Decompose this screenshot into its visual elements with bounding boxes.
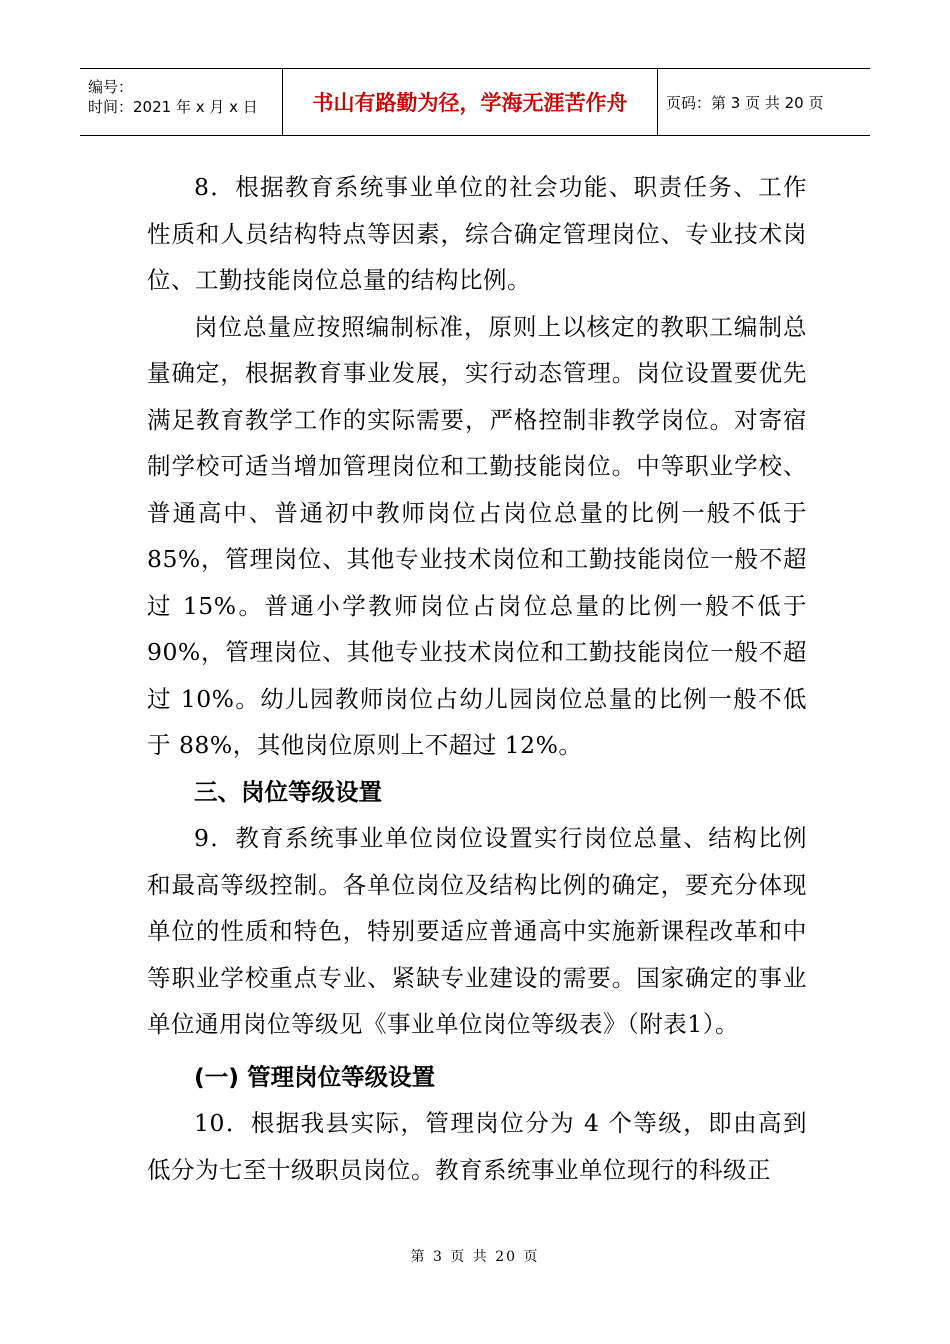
header-page-info: 页码：第 3 页 共 20 页	[666, 93, 824, 112]
paragraph-8: 8．根据教育系统事业单位的社会功能、职责任务、工作性质和人员结构特点等因素，综合确定管理岗位、专业技术岗位、工勤技能岗位总量的结构比例。	[147, 173, 807, 294]
header-motto: 书山有路勤为径，学海无涯苦作舟	[283, 69, 658, 135]
header-meta	[80, 69, 283, 135]
number-label: 编号：	[88, 78, 134, 96]
document-body	[147, 164, 807, 1193]
paragraph-post-total: 岗位总量应按照编制标准，原则上以核定的教职工编制总量确定，根据教育事业发展，实行动态管理。岗位设置要优先满足教育教学工作的实际需要，严格控制非教学岗位。对寄宿制学校可适当增加管理岗位和工勤技能岗位。中等职业学校、普通高中、普通初中教师岗位占岗位总量的比例一般不低于 85%，管理岗位、其他专业技术岗位和工勤技能岗位一般不超过 15%。普通小学教师岗位占岗位总量的比例一般不低于 90%，管理岗位、其他专业技术岗位和工勤技能岗位一般不超过 10%。幼儿园教师岗位占幼儿园岗位总量的比例一般不低于 88%，其他岗位原则上不超过 12%。	[147, 312, 807, 759]
subsection-heading-1: (一) 管理岗位等级设置	[194, 1062, 436, 1091]
paragraph-9: 9．教育系统事业单位岗位设置实行岗位总量、结构比例和最高等级控制。各单位岗位及结构比例的确定，要充分体现单位的性质和特色，特别要适应普通高中实施新课程改革和中等职业学校重点专业、紧缺专业建设的需要。国家确定的事业单位通用岗位等级见《事业单位岗位等级表》（附表1）。	[147, 824, 807, 1038]
page-header	[80, 68, 870, 136]
date-label: 时间：2021 年 x 月 x 日	[88, 98, 258, 116]
section-heading-3: 三、岗位等级设置	[194, 777, 382, 806]
paragraph-10: 10．根据我县实际，管理岗位分为 4 个等级，即由高到低分为七至十级职员岗位。教育系统事业单位现行的科级正	[147, 1109, 807, 1184]
page-footer: 第 3 页 共 20 页	[410, 1249, 540, 1265]
